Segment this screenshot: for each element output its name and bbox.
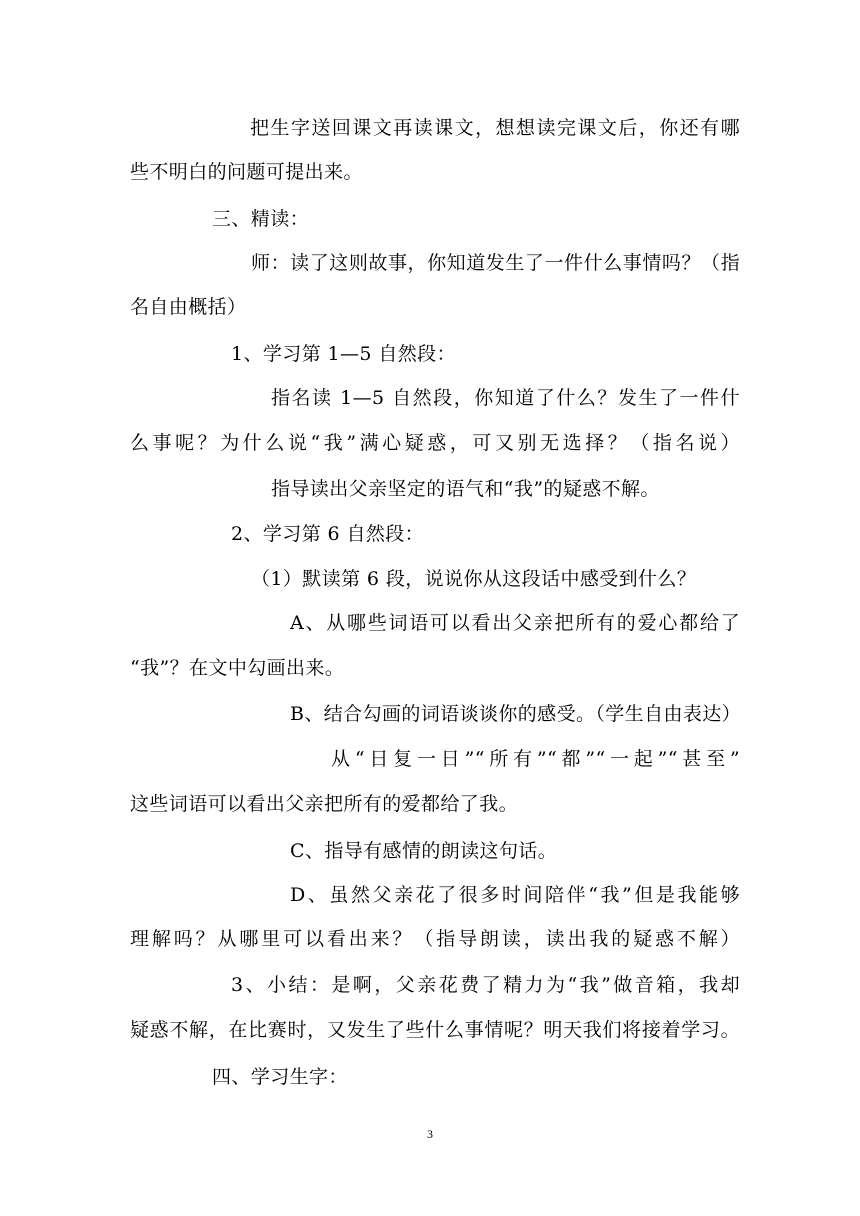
paragraph-line: 3、小结：是啊，父亲花费了精力为“我”做音箱，我却 <box>231 974 740 996</box>
paragraph-line: （1）默读第 6 段，说说你从这段话中感受到什么？ <box>251 568 697 590</box>
section-heading: 三、精读： <box>212 208 310 230</box>
paragraph-line: “我”？在文中勾画出来。 <box>130 657 345 679</box>
paragraph-line: B、结合勾画的词语谈谈你的感受。（学生自由表达） <box>290 703 742 725</box>
paragraph-line: C、指导有感情的朗读这句话。 <box>290 840 558 862</box>
paragraph-line: 指导读出父亲坚定的语气和“我”的疑惑不解。 <box>271 478 660 500</box>
paragraph-line: D、虽然父亲花了很多时间陪伴“我”但是我能够 <box>290 884 740 906</box>
paragraph-line: 从“日复一日”“所有”“都”“一起”“甚至” <box>331 748 740 770</box>
paragraph-line: 这些词语可以看出父亲把所有的爱都给了我。 <box>130 793 519 815</box>
paragraph-line: 些不明白的问题可提出来。 <box>130 161 363 183</box>
paragraph-line: 把生字送回课文再读课文，想想读完课文后，你还有哪 <box>250 117 740 139</box>
paragraph-line: 师：读了这则故事，你知道发生了一件什么事情吗？（指 <box>251 252 740 274</box>
paragraph-line: 疑惑不解，在比赛时，又发生了些什么事情呢？明天我们将接着学习。 <box>130 1019 740 1041</box>
page-number: 3 <box>427 1127 433 1141</box>
paragraph-line: 么事呢？为什么说“我”满心疑惑，可又别无选择？（指名说） <box>130 432 740 454</box>
section-heading: 四、学习生字： <box>212 1066 348 1088</box>
paragraph-line: A、从哪些词语可以看出父亲把所有的爱心都给了 <box>290 612 740 634</box>
paragraph-line: 名自由概括） <box>130 296 247 318</box>
sub-heading: 1、学习第 1—5 自然段： <box>231 343 456 365</box>
paragraph-line: 指名读 1—5 自然段，你知道了什么？发生了一件什 <box>271 387 740 409</box>
sub-heading: 2、学习第 6 自然段： <box>231 523 425 545</box>
paragraph-line: 理解吗？从哪里可以看出来？（指导朗读，读出我的疑惑不解） <box>130 928 740 950</box>
